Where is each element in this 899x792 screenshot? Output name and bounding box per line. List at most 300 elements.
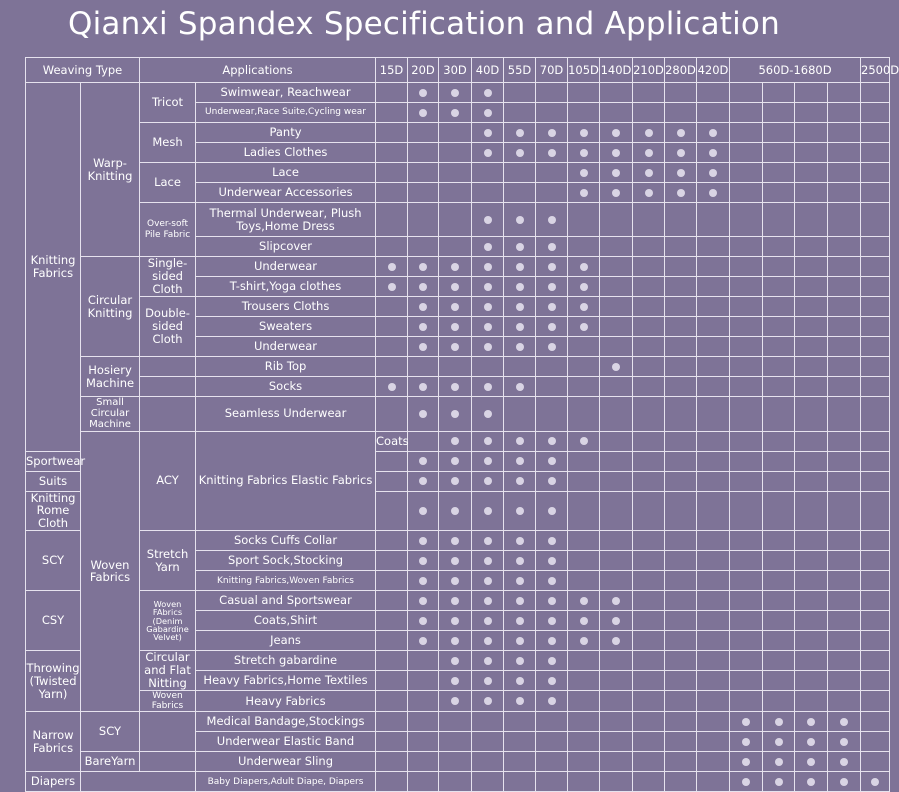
spec-cell bbox=[665, 103, 697, 123]
availability-dot-icon bbox=[419, 537, 427, 545]
spec-cell bbox=[730, 631, 763, 651]
spec-cell bbox=[730, 297, 763, 317]
availability-dot-icon bbox=[419, 263, 427, 271]
spec-cell bbox=[568, 203, 600, 237]
spec-cell bbox=[600, 103, 633, 123]
spec-cell bbox=[861, 471, 890, 491]
spec-cell bbox=[763, 531, 795, 551]
availability-dot-icon bbox=[709, 149, 717, 157]
spec-cell bbox=[472, 277, 504, 297]
spec-cell bbox=[408, 611, 439, 631]
availability-dot-icon bbox=[484, 557, 492, 565]
fabric-type-woven-denim: Woven FAbrics (Denim Gabardine Velvet) bbox=[140, 591, 196, 651]
spec-cell bbox=[795, 732, 828, 752]
spec-cell bbox=[600, 691, 633, 712]
spec-cell bbox=[730, 123, 763, 143]
spec-cell bbox=[763, 571, 795, 591]
spec-cell bbox=[861, 83, 890, 103]
spec-cell bbox=[472, 203, 504, 237]
spec-cell bbox=[633, 691, 665, 712]
spec-cell bbox=[472, 732, 504, 752]
availability-dot-icon bbox=[516, 149, 524, 157]
spec-cell bbox=[536, 143, 568, 163]
spec-cell bbox=[730, 732, 763, 752]
spec-cell bbox=[472, 337, 504, 357]
spec-cell bbox=[665, 671, 697, 691]
spec-cell bbox=[697, 611, 730, 631]
spec-cell bbox=[633, 143, 665, 163]
application-name: T-shirt,Yoga clothes bbox=[196, 277, 376, 297]
availability-dot-icon bbox=[484, 323, 492, 331]
spec-cell bbox=[504, 163, 536, 183]
spec-cell bbox=[376, 357, 408, 377]
availability-dot-icon bbox=[612, 149, 620, 157]
spec-cell bbox=[472, 531, 504, 551]
availability-dot-icon bbox=[516, 343, 524, 351]
spec-cell bbox=[633, 551, 665, 571]
spec-cell bbox=[376, 163, 408, 183]
spec-cell bbox=[730, 451, 763, 471]
availability-dot-icon bbox=[419, 477, 427, 485]
availability-dot-icon bbox=[516, 507, 524, 515]
availability-dot-icon bbox=[516, 577, 524, 585]
spec-cell bbox=[633, 772, 665, 792]
spec-cell bbox=[861, 257, 890, 277]
spec-cell bbox=[763, 671, 795, 691]
spec-cell bbox=[861, 237, 890, 257]
spec-cell bbox=[600, 591, 633, 611]
spec-cell bbox=[633, 571, 665, 591]
spec-cell bbox=[763, 631, 795, 651]
application-name: Knitting Rome Cloth bbox=[26, 491, 81, 531]
spec-cell bbox=[861, 732, 890, 752]
spec-cell bbox=[439, 551, 472, 571]
spec-cell bbox=[408, 83, 439, 103]
spec-cell bbox=[472, 123, 504, 143]
spec-cell bbox=[795, 531, 828, 551]
availability-dot-icon bbox=[580, 263, 588, 271]
spec-cell bbox=[795, 691, 828, 712]
availability-dot-icon bbox=[580, 149, 588, 157]
spec-cell bbox=[665, 357, 697, 377]
availability-dot-icon bbox=[484, 343, 492, 351]
spec-cell bbox=[795, 491, 828, 531]
spec-cell bbox=[376, 471, 408, 491]
availability-dot-icon bbox=[451, 457, 459, 465]
availability-dot-icon bbox=[742, 758, 750, 766]
fabric-type-double-sided: Double-sided Cloth bbox=[140, 297, 196, 357]
spec-cell bbox=[568, 357, 600, 377]
availability-dot-icon bbox=[451, 383, 459, 391]
spec-cell bbox=[730, 671, 763, 691]
availability-dot-icon bbox=[548, 637, 556, 645]
spec-cell bbox=[795, 277, 828, 297]
spec-cell bbox=[536, 451, 568, 471]
spec-cell bbox=[861, 123, 890, 143]
spec-cell bbox=[861, 631, 890, 651]
spec-cell bbox=[600, 277, 633, 297]
application-name: Rib Top bbox=[196, 357, 376, 377]
spec-cell bbox=[504, 83, 536, 103]
spec-cell bbox=[536, 83, 568, 103]
availability-dot-icon bbox=[548, 577, 556, 585]
spec-cell bbox=[633, 337, 665, 357]
availability-dot-icon bbox=[548, 557, 556, 565]
spec-cell bbox=[439, 712, 472, 732]
spec-cell bbox=[730, 691, 763, 712]
spec-cell bbox=[408, 671, 439, 691]
spec-cell bbox=[697, 471, 730, 491]
spec-cell bbox=[763, 491, 795, 531]
spec-cell bbox=[568, 671, 600, 691]
applications-header: Applications bbox=[140, 58, 376, 83]
spec-cell bbox=[665, 531, 697, 551]
spec-cell bbox=[828, 732, 861, 752]
denier-header: 40D bbox=[472, 58, 504, 83]
spec-cell bbox=[633, 297, 665, 317]
spec-cell bbox=[536, 571, 568, 591]
spec-cell bbox=[504, 203, 536, 237]
availability-dot-icon bbox=[516, 263, 524, 271]
application-name: Coats bbox=[376, 431, 408, 451]
spec-cell bbox=[633, 237, 665, 257]
spec-cell bbox=[408, 551, 439, 571]
spec-cell bbox=[536, 631, 568, 651]
spec-cell bbox=[795, 571, 828, 591]
spec-cell bbox=[568, 732, 600, 752]
spec-cell bbox=[439, 671, 472, 691]
availability-dot-icon bbox=[612, 189, 620, 197]
spec-cell bbox=[376, 691, 408, 712]
availability-dot-icon bbox=[580, 437, 588, 445]
spec-cell bbox=[472, 631, 504, 651]
spec-cell bbox=[504, 631, 536, 651]
spec-cell bbox=[795, 671, 828, 691]
spec-cell bbox=[536, 203, 568, 237]
spec-cell bbox=[861, 431, 890, 451]
spec-cell bbox=[536, 671, 568, 691]
spec-cell bbox=[763, 651, 795, 671]
spec-cell bbox=[861, 103, 890, 123]
spec-cell bbox=[376, 377, 408, 397]
availability-dot-icon bbox=[516, 557, 524, 565]
availability-dot-icon bbox=[516, 477, 524, 485]
spec-cell bbox=[763, 591, 795, 611]
spec-cell bbox=[536, 257, 568, 277]
availability-dot-icon bbox=[775, 738, 783, 746]
category-diapers: Diapers bbox=[26, 772, 81, 792]
spec-cell bbox=[697, 732, 730, 752]
spec-cell bbox=[408, 237, 439, 257]
application-name: Sport Sock,Stocking bbox=[196, 551, 376, 571]
availability-dot-icon bbox=[677, 169, 685, 177]
spec-cell bbox=[697, 712, 730, 732]
spec-cell bbox=[730, 203, 763, 237]
availability-dot-icon bbox=[548, 677, 556, 685]
spec-cell bbox=[861, 551, 890, 571]
spec-cell bbox=[504, 377, 536, 397]
availability-dot-icon bbox=[516, 617, 524, 625]
availability-dot-icon bbox=[451, 283, 459, 291]
spec-cell bbox=[697, 551, 730, 571]
spec-cell bbox=[861, 691, 890, 712]
spec-cell bbox=[730, 237, 763, 257]
spec-cell bbox=[568, 377, 600, 397]
spec-cell bbox=[472, 377, 504, 397]
spec-cell bbox=[763, 431, 795, 451]
spec-cell bbox=[763, 451, 795, 471]
denier-header: 15D bbox=[376, 58, 408, 83]
spec-cell bbox=[795, 83, 828, 103]
subcategory-csy: CSY bbox=[26, 591, 81, 651]
spec-cell bbox=[730, 571, 763, 591]
spec-cell bbox=[795, 471, 828, 491]
spec-cell bbox=[600, 183, 633, 203]
spec-cell bbox=[408, 103, 439, 123]
availability-dot-icon bbox=[612, 617, 620, 625]
spec-cell bbox=[600, 451, 633, 471]
spec-cell bbox=[600, 491, 633, 531]
availability-dot-icon bbox=[548, 697, 556, 705]
spec-cell bbox=[472, 357, 504, 377]
availability-dot-icon bbox=[645, 189, 653, 197]
spec-cell bbox=[861, 772, 890, 792]
spec-cell bbox=[568, 297, 600, 317]
availability-dot-icon bbox=[419, 597, 427, 605]
spec-cell bbox=[763, 551, 795, 571]
availability-dot-icon bbox=[451, 109, 459, 117]
spec-cell bbox=[697, 631, 730, 651]
spec-cell bbox=[376, 611, 408, 631]
spec-cell bbox=[376, 712, 408, 732]
spec-cell bbox=[568, 143, 600, 163]
availability-dot-icon bbox=[580, 303, 588, 311]
spec-cell bbox=[861, 611, 890, 631]
spec-cell bbox=[795, 712, 828, 732]
spec-cell bbox=[665, 297, 697, 317]
availability-dot-icon bbox=[742, 778, 750, 786]
spec-cell bbox=[600, 237, 633, 257]
spec-cell bbox=[536, 297, 568, 317]
spec-cell bbox=[665, 551, 697, 571]
availability-dot-icon bbox=[548, 537, 556, 545]
spec-cell bbox=[828, 163, 861, 183]
spec-cell bbox=[600, 752, 633, 772]
spec-cell bbox=[665, 397, 697, 432]
spec-cell bbox=[536, 277, 568, 297]
availability-dot-icon bbox=[388, 283, 396, 291]
denier-header: 105D bbox=[568, 58, 600, 83]
fabric-type-lace: Lace bbox=[140, 163, 196, 203]
availability-dot-icon bbox=[548, 507, 556, 515]
spec-cell bbox=[730, 591, 763, 611]
spec-cell bbox=[861, 183, 890, 203]
availability-dot-icon bbox=[484, 303, 492, 311]
spec-cell bbox=[828, 651, 861, 671]
spec-cell bbox=[376, 337, 408, 357]
denier-header: 280D bbox=[665, 58, 697, 83]
availability-dot-icon bbox=[484, 577, 492, 585]
spec-cell bbox=[439, 317, 472, 337]
spec-cell bbox=[600, 397, 633, 432]
spec-cell bbox=[472, 752, 504, 772]
availability-dot-icon bbox=[516, 323, 524, 331]
spec-cell bbox=[568, 451, 600, 471]
availability-dot-icon bbox=[516, 537, 524, 545]
availability-dot-icon bbox=[484, 216, 492, 224]
spec-cell bbox=[439, 431, 472, 451]
application-name: Sweaters bbox=[196, 317, 376, 337]
spec-cell bbox=[795, 103, 828, 123]
spec-cell bbox=[439, 491, 472, 531]
spec-cell bbox=[439, 631, 472, 651]
spec-cell bbox=[763, 237, 795, 257]
spec-cell bbox=[472, 772, 504, 792]
spec-cell bbox=[504, 257, 536, 277]
spec-cell bbox=[504, 317, 536, 337]
availability-dot-icon bbox=[484, 383, 492, 391]
availability-dot-icon bbox=[677, 189, 685, 197]
spec-cell bbox=[439, 752, 472, 772]
spec-cell bbox=[536, 712, 568, 732]
spec-cell bbox=[861, 491, 890, 531]
spec-cell bbox=[472, 651, 504, 671]
spec-cell bbox=[697, 691, 730, 712]
spec-cell bbox=[568, 591, 600, 611]
spec-cell bbox=[730, 471, 763, 491]
spec-cell bbox=[633, 531, 665, 551]
availability-dot-icon bbox=[548, 323, 556, 331]
application-name: Underwear,Race Suite,Cycling wear bbox=[196, 103, 376, 123]
spec-cell bbox=[861, 651, 890, 671]
spec-cell bbox=[828, 591, 861, 611]
spec-cell bbox=[861, 337, 890, 357]
denier-header: 560D-1680D bbox=[730, 58, 861, 83]
spec-cell bbox=[376, 631, 408, 651]
spec-cell bbox=[600, 732, 633, 752]
spec-cell bbox=[763, 772, 795, 792]
spec-cell bbox=[568, 631, 600, 651]
spec-cell bbox=[828, 671, 861, 691]
availability-dot-icon bbox=[742, 718, 750, 726]
availability-dot-icon bbox=[419, 109, 427, 117]
application-name: Knitting Fabrics,Woven Fabrics bbox=[196, 571, 376, 591]
spec-cell bbox=[504, 772, 536, 792]
spec-cell bbox=[795, 237, 828, 257]
spec-cell bbox=[439, 337, 472, 357]
spec-cell bbox=[408, 297, 439, 317]
spec-cell bbox=[828, 691, 861, 712]
spec-cell bbox=[439, 183, 472, 203]
spec-cell bbox=[376, 752, 408, 772]
spec-cell bbox=[439, 163, 472, 183]
spec-cell bbox=[633, 257, 665, 277]
spec-cell bbox=[795, 611, 828, 631]
spec-cell bbox=[568, 431, 600, 451]
availability-dot-icon bbox=[742, 738, 750, 746]
spec-cell bbox=[828, 772, 861, 792]
spec-cell bbox=[697, 257, 730, 277]
spec-cell bbox=[408, 257, 439, 277]
availability-dot-icon bbox=[484, 437, 492, 445]
spec-cell bbox=[600, 571, 633, 591]
spec-cell bbox=[568, 317, 600, 337]
spec-cell bbox=[376, 551, 408, 571]
spec-cell bbox=[665, 83, 697, 103]
spec-cell bbox=[665, 337, 697, 357]
application-name: Heavy Fabrics bbox=[196, 691, 376, 712]
availability-dot-icon bbox=[775, 758, 783, 766]
spec-cell bbox=[697, 431, 730, 451]
spec-cell bbox=[665, 631, 697, 651]
availability-dot-icon bbox=[840, 758, 848, 766]
spec-cell bbox=[472, 83, 504, 103]
spec-cell bbox=[763, 691, 795, 712]
spec-cell bbox=[763, 377, 795, 397]
spec-cell bbox=[568, 277, 600, 297]
availability-dot-icon bbox=[451, 303, 459, 311]
spec-cell bbox=[472, 183, 504, 203]
spec-cell bbox=[600, 671, 633, 691]
spec-cell bbox=[504, 471, 536, 491]
availability-dot-icon bbox=[548, 457, 556, 465]
spec-cell bbox=[536, 237, 568, 257]
spec-cell bbox=[763, 357, 795, 377]
spec-cell bbox=[665, 451, 697, 471]
spec-cell bbox=[730, 531, 763, 551]
spec-cell bbox=[504, 691, 536, 712]
spec-cell bbox=[763, 297, 795, 317]
availability-dot-icon bbox=[677, 129, 685, 137]
application-name: Socks bbox=[196, 377, 376, 397]
spec-cell bbox=[828, 357, 861, 377]
spec-cell bbox=[568, 571, 600, 591]
availability-dot-icon bbox=[484, 283, 492, 291]
availability-dot-icon bbox=[484, 457, 492, 465]
fabric-type-empty bbox=[140, 752, 196, 772]
spec-cell bbox=[504, 671, 536, 691]
spec-cell bbox=[439, 357, 472, 377]
spec-cell bbox=[472, 237, 504, 257]
spec-cell bbox=[376, 571, 408, 591]
spec-cell bbox=[795, 752, 828, 772]
availability-dot-icon bbox=[580, 283, 588, 291]
spec-cell bbox=[536, 531, 568, 551]
availability-dot-icon bbox=[451, 437, 459, 445]
availability-dot-icon bbox=[548, 617, 556, 625]
spec-cell bbox=[697, 297, 730, 317]
subcategory-hosiery-machine: Hosiery Machine bbox=[81, 357, 140, 397]
spec-cell bbox=[795, 651, 828, 671]
availability-dot-icon bbox=[419, 577, 427, 585]
spec-cell bbox=[600, 297, 633, 317]
spec-cell bbox=[861, 357, 890, 377]
spec-cell bbox=[861, 531, 890, 551]
spec-cell bbox=[504, 183, 536, 203]
spec-cell bbox=[376, 451, 408, 471]
application-name: Thermal Underwear, Plush Toys,Home Dress bbox=[196, 203, 376, 237]
spec-cell bbox=[408, 732, 439, 752]
application-name: Underwear Accessories bbox=[196, 183, 376, 203]
spec-cell bbox=[697, 491, 730, 531]
spec-cell bbox=[472, 103, 504, 123]
spec-cell bbox=[439, 203, 472, 237]
spec-cell bbox=[536, 431, 568, 451]
spec-cell bbox=[861, 752, 890, 772]
availability-dot-icon bbox=[580, 169, 588, 177]
spec-cell bbox=[730, 277, 763, 297]
spec-cell bbox=[697, 752, 730, 772]
